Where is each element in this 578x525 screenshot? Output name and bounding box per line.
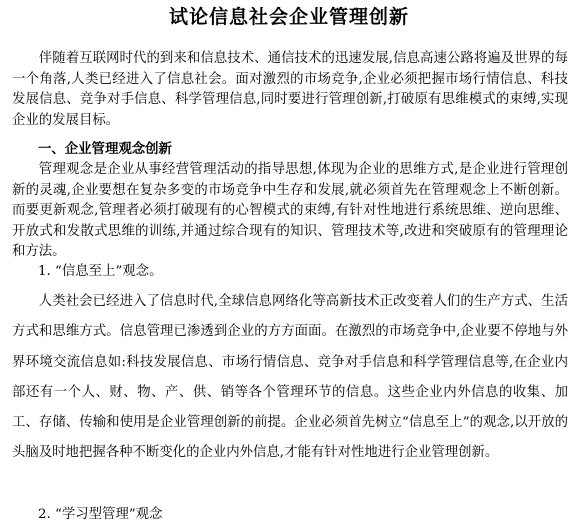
document-title: 试论信息社会企业管理创新 [168, 6, 409, 28]
management-concept-paragraph: 管理观念是企业从事经营管理活动的指导思想,体现为企业的思维方式,是企业进行管理创新的灵魂,企业要想在复杂多变的市场竞争中生存和发展,就必须首先在管理观念上不断创新。而要更新观念,管理者必须打破现有的心智模式的束缚,有针对性地进行系统思维、逆向思维、开放式和发散式思维的训练,并通过综合现有的知识、管理技术等,改进和突破原有的管理理论和方法。 [12, 162, 568, 259]
section-heading-1: 一、企业管理观念创新 [38, 142, 172, 157]
subheading-information-first: 1. “信息至上”观念。 [38, 264, 163, 279]
subheading-learning-management: 2. “学习型管理”观念 [38, 507, 163, 522]
information-paragraph: 人类社会已经进入了信息时代,全球信息网络化等高新技术正改变着人们的生产方式、生活方式和思维方式。信息管理已渗透到企业的方方面面。在激烈的市场竞争中,企业要不停地与外界环境交流信息如:科技发展信息、市场行情信息、竞争对手信息和科学管理信息等,在企业内部还有一个人、财、物、产、供、销等各个管理环节的信息。这些企业内外信息的收集、加工、存储、传输和使用是企业管理创新的前提。企业必须首先树立“信息至上”的观念,以开放的头脑及时地把握各种不断变化的企业内外信息,才能有针对性地进行企业管理创新。 [12, 294, 568, 461]
intro-paragraph: 伴随着互联网时代的到来和信息技术、通信技术的迅速发展,信息高速公路将遍及世界的每一个角落,人类已经进入了信息社会。面对激烈的市场竞争,企业必须把握市场行情信息、科技发展信息、竞争对手信息、科学管理信息,同时要进行管理创新,打破原有思维模式的束缚,实现企业的发展目标。 [12, 51, 568, 128]
